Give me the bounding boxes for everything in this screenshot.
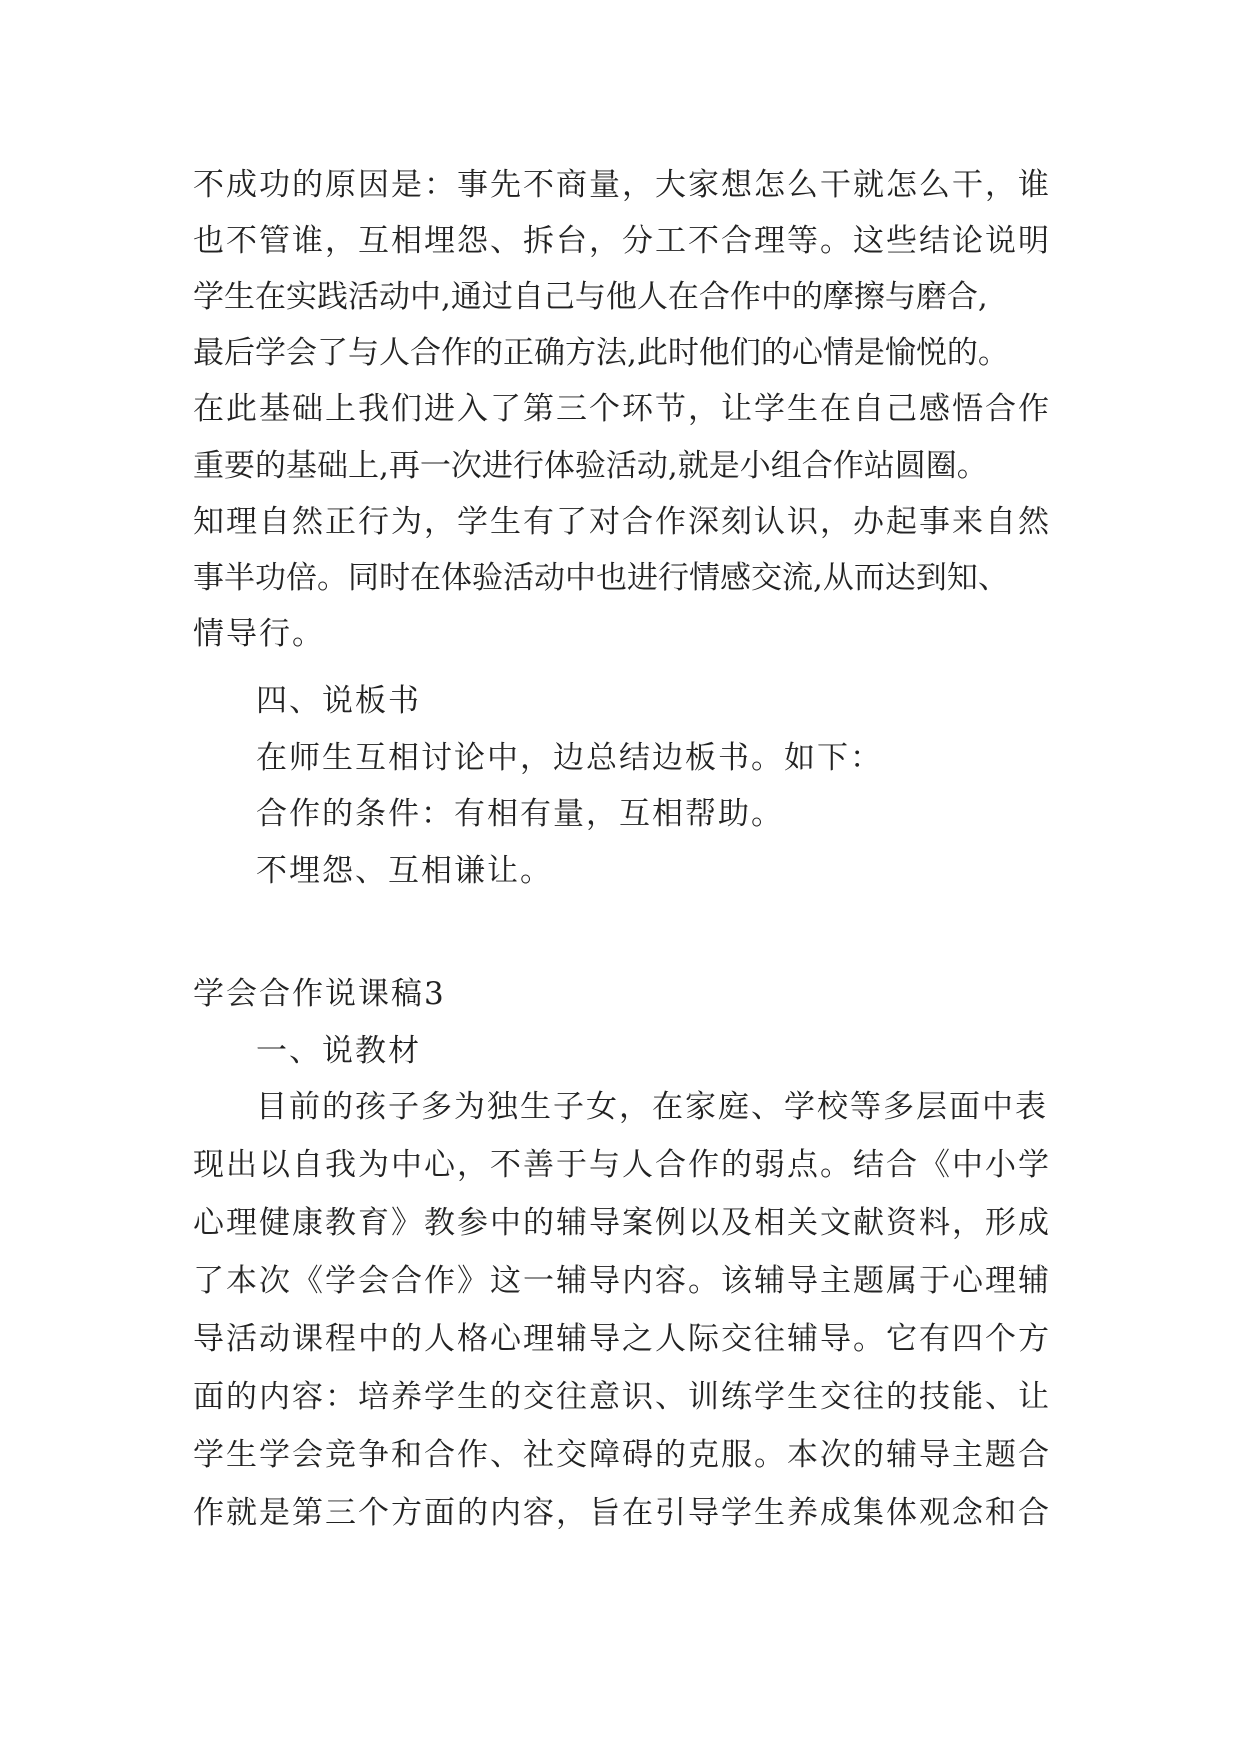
paragraph-line: 在此基础上我们进入了第三个环节，让学生在自己感悟合作 [193,391,1051,427]
paragraph-line: 导活动课程中的人格心理辅导之人际交往辅导。它有四个方 [193,1321,1051,1357]
paragraph-line: 目前的孩子多为独生子女，在家庭、学校等多层面中表 [256,1089,1048,1125]
document-title: 学会合作说课稿3 [193,976,446,1012]
paragraph-line: 合作的条件：有相有量，互相帮助。 [256,796,784,832]
paragraph-line: 面的内容：培养学生的交往意识、训练学生交往的技能、让 [193,1379,1051,1415]
paragraph-line: 学生在实践活动中,通过自己与他人在合作中的摩擦与磨合, [193,279,988,315]
paragraph-line: 事半功倍。同时在体验活动中也进行情感交流,从而达到知、 [193,560,1009,596]
section-heading: 一、说教材 [256,1033,421,1069]
paragraph-line: 现出以自我为中心，不善于与人合作的弱点。结合《中小学 [193,1147,1051,1183]
paragraph-line: 学生学会竞争和合作、社交障碍的克服。本次的辅导主题合 [193,1437,1051,1473]
paragraph-line: 情导行。 [193,616,325,652]
paragraph-line: 作就是第三个方面的内容，旨在引导学生养成集体观念和合 [193,1495,1051,1531]
paragraph-line: 不成功的原因是：事先不商量，大家想怎么干就怎么干，谁 [193,167,1051,203]
paragraph-line: 重要的基础上,再一次进行体验活动,就是小组合作站圆圈。 [193,448,988,484]
paragraph-line: 知理自然正行为，学生有了对合作深刻认识，办起事来自然 [193,504,1051,540]
paragraph-line: 在师生互相讨论中，边总结边板书。如下： [256,740,883,776]
paragraph-line: 心理健康教育》教参中的辅导案例以及相关文献资料，形成 [193,1205,1051,1241]
paragraph-line: 最后学会了与人合作的正确方法,此时他们的心情是愉悦的。 [193,335,1009,371]
section-heading: 四、说板书 [256,683,421,719]
paragraph-line: 了本次《学会合作》这一辅导内容。该辅导主题属于心理辅 [193,1263,1051,1299]
paragraph-line: 也不管谁，互相埋怨、拆台，分工不合理等。这些结论说明 [193,223,1051,259]
paragraph-line: 不埋怨、互相谦让。 [256,853,553,889]
